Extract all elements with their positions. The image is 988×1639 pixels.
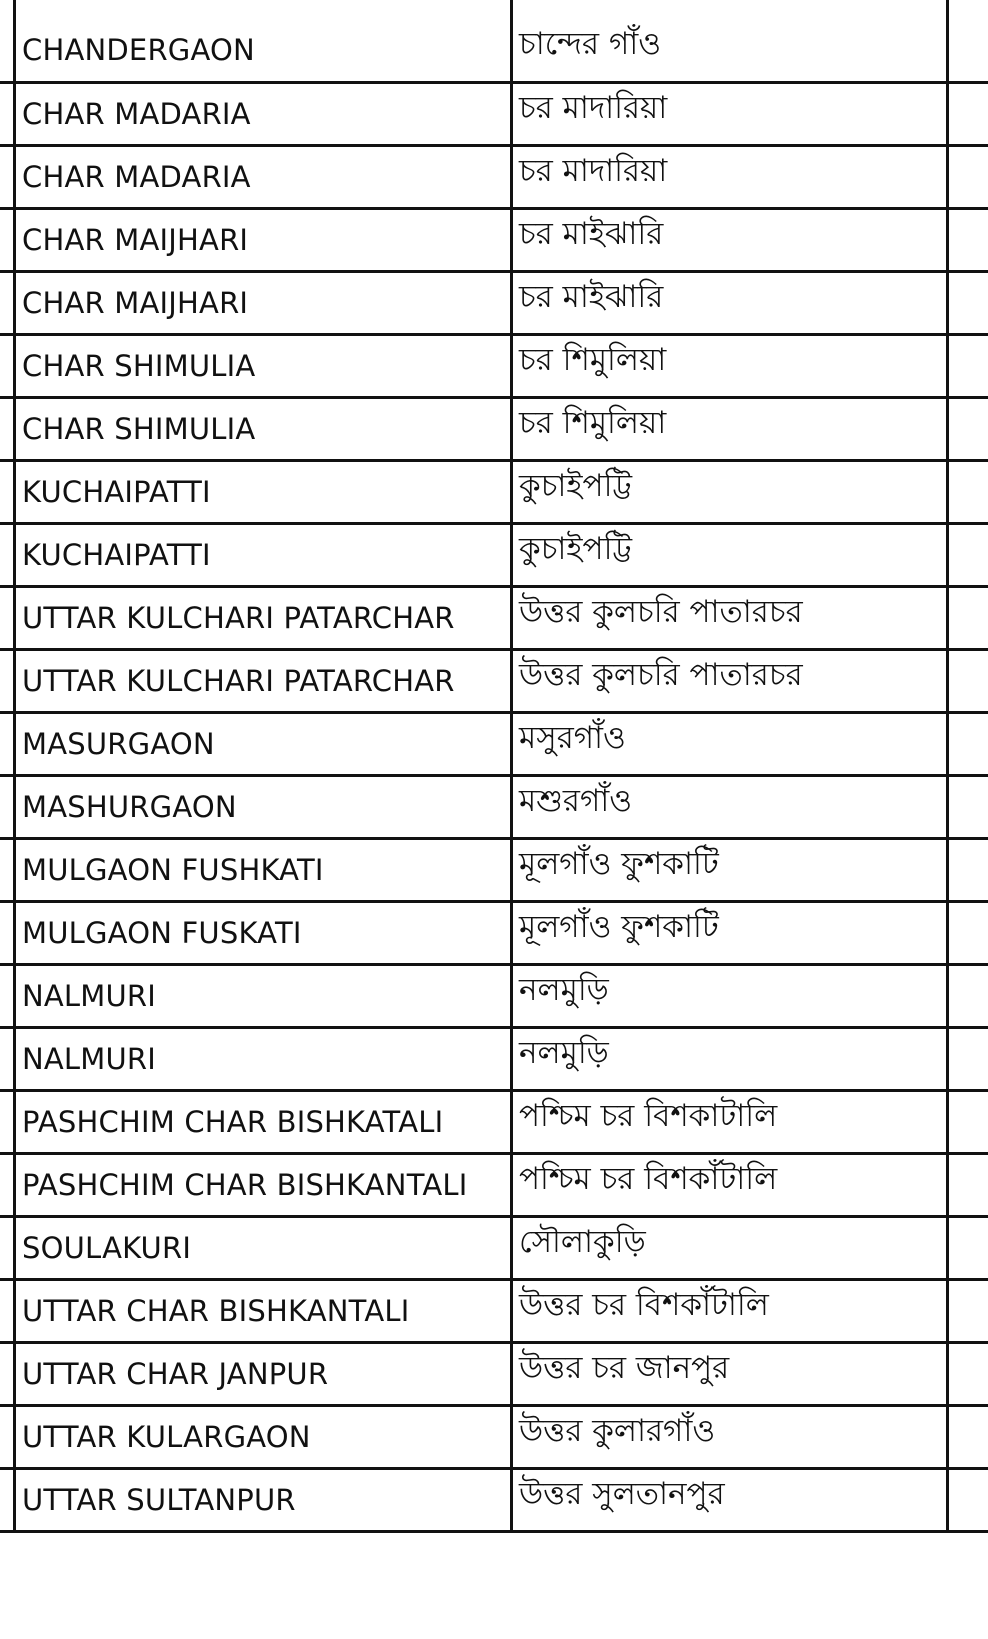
bangla-name-cell: পশ্চিম চর বিশকাঁটালি <box>513 1155 949 1215</box>
row-trailing-cell <box>949 273 988 333</box>
table-row <box>0 1026 988 1089</box>
row-margin-cell <box>0 903 16 963</box>
row-trailing-cell <box>949 1344 988 1404</box>
row-margin-cell <box>0 1407 16 1467</box>
english-name-cell: UTTAR CHAR JANPUR <box>16 1344 513 1404</box>
row-trailing-cell <box>949 0 988 18</box>
bangla-name-cell: উত্তর কুলচরি পাতারচর <box>513 588 949 648</box>
row-margin-cell <box>0 1092 16 1152</box>
english-name-cell: SOULAKURI <box>16 1218 513 1278</box>
row-margin-cell <box>0 1344 16 1404</box>
row-trailing-cell <box>949 399 988 459</box>
table-row <box>0 396 988 459</box>
row-trailing-cell <box>949 18 988 81</box>
row-trailing-cell <box>949 210 988 270</box>
bangla-name-cell: চর মাদারিয়া <box>513 147 949 207</box>
english-name-cell: MULGAON FUSHKATI <box>16 840 513 900</box>
table-row <box>0 648 988 711</box>
bangla-name-cell: উত্তর কুলারগাঁও <box>513 1407 949 1467</box>
row-margin-cell <box>0 462 16 522</box>
row-margin-cell <box>0 1470 16 1530</box>
table-row-partial <box>0 0 988 18</box>
table-row <box>0 1089 988 1152</box>
table-row <box>0 81 988 144</box>
table-row <box>0 1152 988 1215</box>
row-margin-cell <box>0 714 16 774</box>
bangla-name-cell: পশ্চিম চর বিশকাটালি <box>513 1092 949 1152</box>
bangla-name-cell: মসুরগাঁও <box>513 714 949 774</box>
row-trailing-cell <box>949 651 988 711</box>
row-trailing-cell <box>949 147 988 207</box>
row-trailing-cell <box>949 588 988 648</box>
english-name-cell: CHAR MADARIA <box>16 84 513 144</box>
english-name-cell: CHAR MAIJHARI <box>16 273 513 333</box>
table-row <box>0 837 988 900</box>
english-name-cell: KUCHAIPATTI <box>16 525 513 585</box>
table-row <box>0 522 988 585</box>
row-margin-cell <box>0 1029 16 1089</box>
row-margin-cell <box>0 84 16 144</box>
row-trailing-cell <box>949 903 988 963</box>
bangla-name-cell: মূলগাঁও ফুশকাটি <box>513 903 949 963</box>
bangla-name-cell: মশুরগাঁও <box>513 777 949 837</box>
bangla-name-cell: চর মাইঝারি <box>513 210 949 270</box>
english-name-cell: UTTAR SULTANPUR <box>16 1470 513 1530</box>
bangla-name-cell: মূলগাঁও ফুশকাটি <box>513 840 949 900</box>
table-row <box>0 585 988 648</box>
table-row <box>0 207 988 270</box>
bangla-name-cell: চান্দের গাঁও <box>513 18 949 81</box>
table-row <box>0 900 988 963</box>
bangla-name-cell: নলমুড়ি <box>513 1029 949 1089</box>
table-row <box>0 144 988 207</box>
row-trailing-cell <box>949 525 988 585</box>
row-margin-cell <box>0 525 16 585</box>
row-trailing-cell <box>949 1470 988 1530</box>
english-name-cell: UTTAR KULCHARI PATARCHAR <box>16 588 513 648</box>
row-margin-cell <box>0 147 16 207</box>
english-name-cell: CHAR MADARIA <box>16 147 513 207</box>
row-margin-cell <box>0 1218 16 1278</box>
bangla-name-cell: চর মাইঝারি <box>513 273 949 333</box>
bangla-name-cell: নলমুড়ি <box>513 966 949 1026</box>
row-margin-cell <box>0 273 16 333</box>
row-trailing-cell <box>949 1218 988 1278</box>
bangla-name-cell: উত্তর চর বিশকাঁটালি <box>513 1281 949 1341</box>
bangla-name-cell: উত্তর চর জানপুর <box>513 1344 949 1404</box>
english-name-cell: MASURGAON <box>16 714 513 774</box>
bangla-name-cell: কুচাইপট্টি <box>513 462 949 522</box>
row-trailing-cell <box>949 966 988 1026</box>
english-name-cell: CHANDERGAON <box>16 18 513 81</box>
row-margin-cell <box>0 336 16 396</box>
row-margin-cell <box>0 210 16 270</box>
bangla-name-cell: চর শিমুলিয়া <box>513 399 949 459</box>
row-margin-cell <box>0 777 16 837</box>
english-name-cell: UTTAR KULARGAON <box>16 1407 513 1467</box>
table-row <box>0 1215 988 1278</box>
table-row <box>0 963 988 1026</box>
table-row <box>0 1341 988 1404</box>
row-trailing-cell <box>949 1029 988 1089</box>
row-trailing-cell <box>949 840 988 900</box>
english-name-cell: CHAR SHIMULIA <box>16 336 513 396</box>
english-name-cell: NALMURI <box>16 966 513 1026</box>
row-trailing-cell <box>949 777 988 837</box>
english-name-cell: KUCHAIPATTI <box>16 462 513 522</box>
row-margin-cell <box>0 651 16 711</box>
table-row <box>0 333 988 396</box>
table-row <box>0 774 988 837</box>
row-margin-cell <box>0 1155 16 1215</box>
row-trailing-cell <box>949 714 988 774</box>
bangla-name-cell <box>513 0 949 18</box>
row-trailing-cell <box>949 336 988 396</box>
bangla-name-cell: চর শিমুলিয়া <box>513 336 949 396</box>
english-name-cell <box>16 0 513 18</box>
english-name-cell: UTTAR KULCHARI PATARCHAR <box>16 651 513 711</box>
row-trailing-cell <box>949 1092 988 1152</box>
table-row <box>0 1404 988 1467</box>
table-row <box>0 1467 988 1530</box>
english-name-cell: MASHURGAON <box>16 777 513 837</box>
row-trailing-cell <box>949 1407 988 1467</box>
english-name-cell: PASHCHIM CHAR BISHKATALI <box>16 1092 513 1152</box>
english-name-cell: UTTAR CHAR BISHKANTALI <box>16 1281 513 1341</box>
row-margin-cell <box>0 840 16 900</box>
row-margin-cell <box>0 1281 16 1341</box>
bangla-name-cell: সৌলাকুড়ি <box>513 1218 949 1278</box>
table-row <box>0 1278 988 1341</box>
table-body <box>0 18 988 1530</box>
english-name-cell: CHAR SHIMULIA <box>16 399 513 459</box>
row-margin-cell <box>0 966 16 1026</box>
row-trailing-cell <box>949 1155 988 1215</box>
table-row <box>0 459 988 522</box>
table-row <box>0 711 988 774</box>
english-name-cell: MULGAON FUSKATI <box>16 903 513 963</box>
bangla-name-cell: চর মাদারিয়া <box>513 84 949 144</box>
row-margin-cell <box>0 399 16 459</box>
table-row <box>0 270 988 333</box>
row-margin-cell <box>0 0 16 18</box>
row-trailing-cell <box>949 462 988 522</box>
bangla-name-cell: কুচাইপট্টি <box>513 525 949 585</box>
row-trailing-cell <box>949 84 988 144</box>
table-row <box>0 18 988 81</box>
row-trailing-cell <box>949 1281 988 1341</box>
row-margin-cell <box>0 588 16 648</box>
english-name-cell: PASHCHIM CHAR BISHKANTALI <box>16 1155 513 1215</box>
bangla-name-cell: উত্তর সুলতানপুর <box>513 1470 949 1530</box>
row-margin-cell <box>0 18 16 81</box>
bangla-name-cell: উত্তর কুলচরি পাতারচর <box>513 651 949 711</box>
english-name-cell: CHAR MAIJHARI <box>16 210 513 270</box>
english-name-cell: NALMURI <box>16 1029 513 1089</box>
